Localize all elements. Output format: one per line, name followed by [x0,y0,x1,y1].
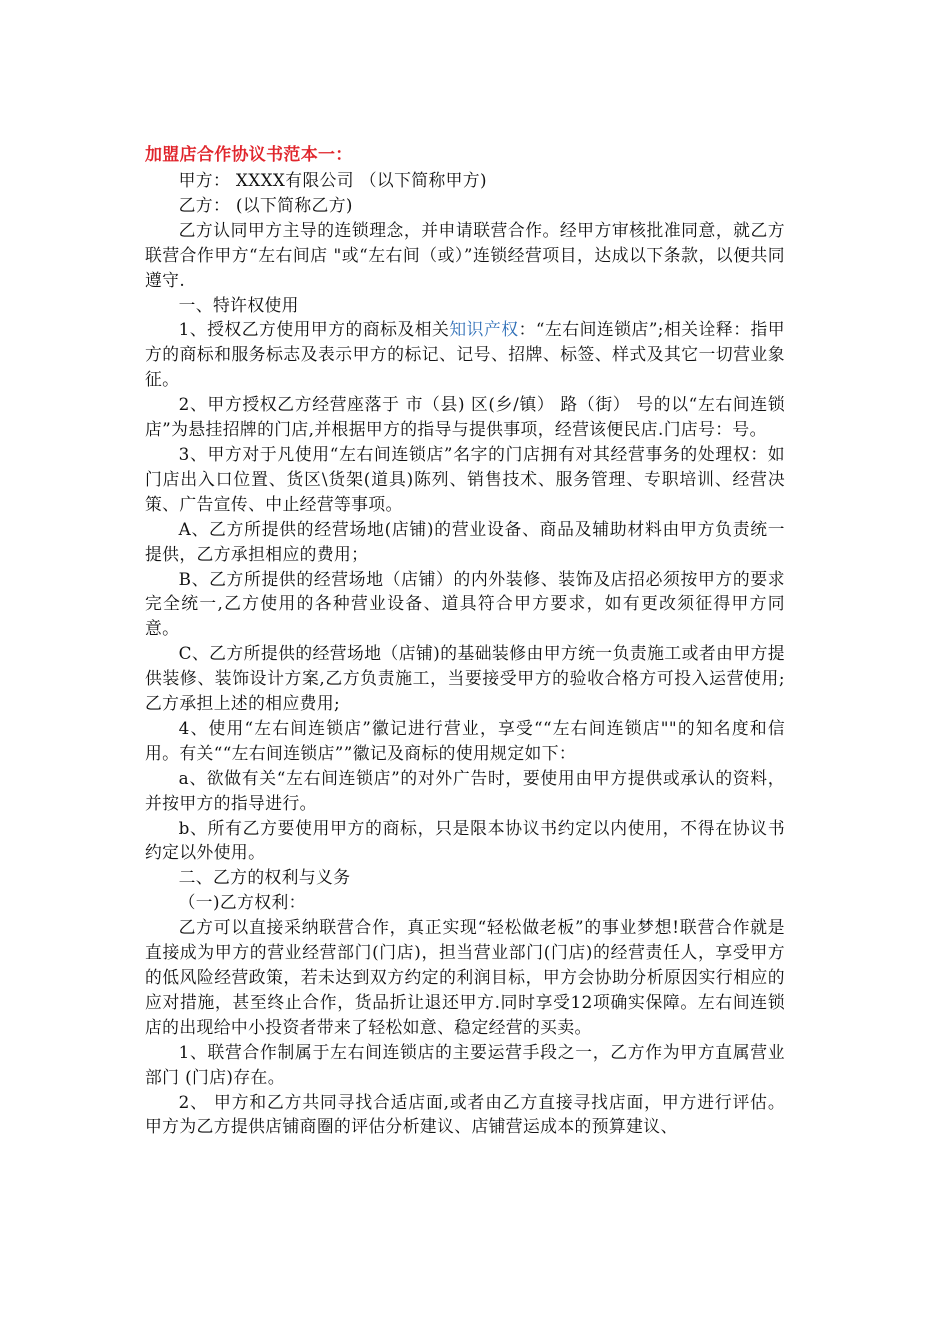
paragraph-clause-2: 2、甲方授权乙方经营座落于 市（县) 区(乡/镇） 路（街） 号的以“左右间连锁店”为悬挂招牌的门店,并根据甲方的指导与提供事项，经营该便民店.门店号：号。 [145,394,785,440]
intellectual-property-link[interactable]: 知识产权 [449,319,519,340]
paragraph-clause-4: 4、使用“左右间连锁店”徽记进行营业，享受““左右间连锁店""的知名度和信用。有关““左右间连锁店””徽记及商标的使用规定如下： [145,717,785,763]
paragraph-clause-1 [145,317,785,392]
paragraph-preamble: 乙方认同甲方主导的连锁理念，并申请联营合作。经甲方审核批准同意，就乙方联营合作甲方“左右间店 "或“左右间（或）”连锁经营项目，达成以下条款，以便共同遵守. [145,219,785,290]
paragraph-clause-3: 3、甲方对于凡使用“左右间连锁店”名字的门店拥有对其经营事务的处理权：如门店出入口位置、货区\货架(道具)陈列、销售技术、服务管理、专职培训、经营决策、广告宣传、中止经营等事项。 [145,443,785,514]
paragraph-clause-c: C、乙方所提供的经营场地（店铺)的基础装修由甲方统一负责施工或者由甲方提供装修、装饰设计方案,乙方负责施工，当要接受甲方的验收合格方可投入运营使用;乙方承担上述的相应费用; [145,643,785,714]
paragraph-clause-4a: a、欲做有关“左右间连锁店”的对外广告时，要使用由甲方提供或承认的资料，并按甲方的指导进行。 [145,767,785,813]
paragraph-clause-a: A、乙方所提供的经营场地(店铺)的营业设备、商品及辅助材料由甲方负责统一提供，乙方承担相应的费用； [145,518,785,564]
clause-1-text-after: ：“左右间连锁店”;相关诠释：指甲方的商标和服务标志及表示甲方的标记、记号、招牌、标签、样式及其它一切营业象征。 [145,319,785,390]
paragraph-party-b: 乙方： (以下简称乙方) [178,194,353,215]
paragraph-rights-2: 2、 甲方和乙方共同寻找合适店面,或者由乙方直接寻找店面，甲方进行评估。甲方为乙方提供店铺商圈的评估分析建议、店铺营运成本的预算建议、 [145,1091,785,1137]
section-heading-franchise-rights: 一、特许权使用 [178,294,299,315]
paragraph-clause-4b: b、所有乙方要使用甲方的商标，只是限本协议书约定以内使用，不得在协议书约定以外使用。 [145,817,785,863]
paragraph-joint-operation: 乙方可以直接采纳联营合作，真正实现“轻松做老板”的事业梦想!联营合作就是直接成为甲方的营业经营部门(门店)，担当营业部门(门店)的经营责任人，享受甲方的低风险经营政策，若未达到双方约定的利润目标，甲方会协助分析原因实行相应的应对措施，甚至终止合作，货品折让退还甲方.同时享受12项确实保障。左右间连锁店的出现给中小投资者带来了轻松如意、稳定经营的买卖。 [145,917,785,1037]
subsection-heading-party-b-rights: （一)乙方权利： [178,892,306,913]
paragraph-clause-b: B、乙方所提供的经营场地（店铺）的内外装修、装饰及店招必须按甲方的要求完全统一,乙方使用的各种营业设备、道具符合甲方要求，如有更改须征得甲方同意。 [145,568,785,639]
document-title: 加盟店合作协议书范本一： [145,145,353,165]
document-page [145,142,785,1139]
clause-1-text-before: 1、授权乙方使用甲方的商标及相关 [178,319,450,340]
paragraph-rights-1: 1、联营合作制属于左右间连锁店的主要运营手段之一，乙方作为甲方直属营业部门 (门店)存在。 [145,1041,785,1087]
section-heading-rights-obligations: 二、乙方的权利与义务 [178,867,351,888]
paragraph-party-a: 甲方： XXXX有限公司 （以下简称甲方) [178,170,487,190]
